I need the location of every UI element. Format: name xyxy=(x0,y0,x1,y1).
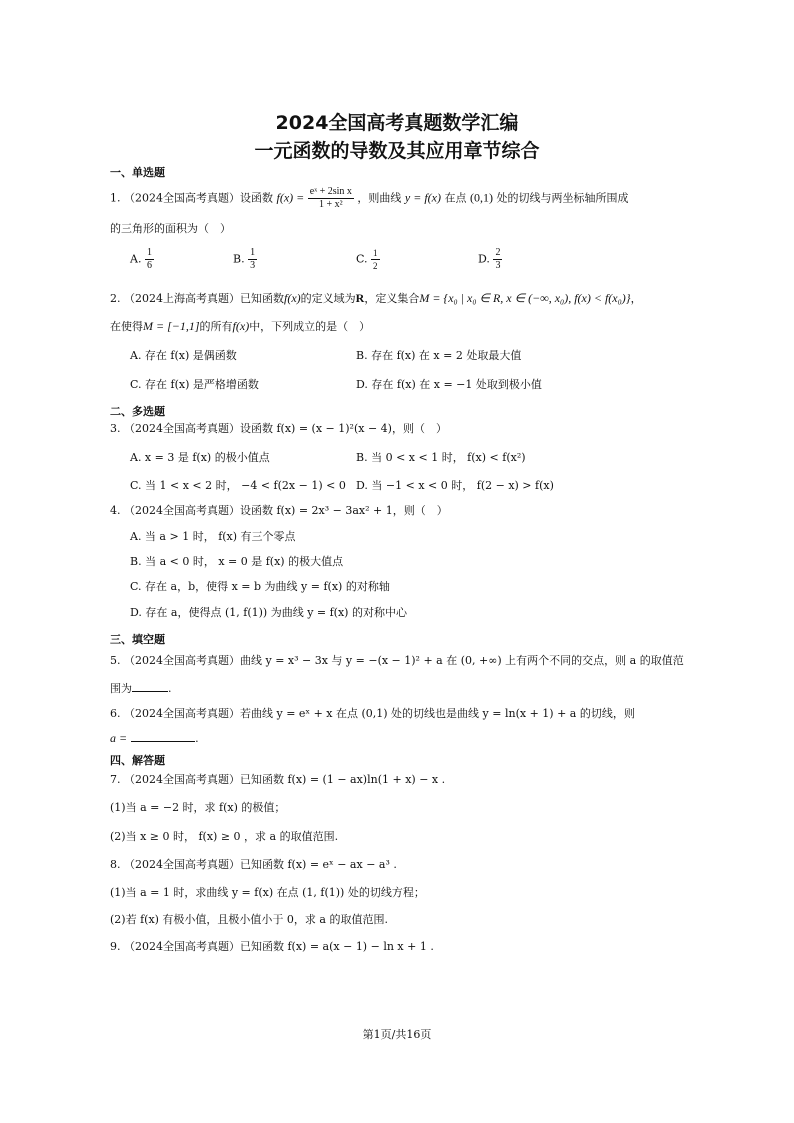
q1-option-d-den: 3 xyxy=(495,260,501,271)
q1-option-c-fraction xyxy=(371,247,380,272)
page-title: 2024全国高考真题数学汇编 xyxy=(275,112,519,134)
q2-text-a: 2. （2024上海高考真题）已知函数 xyxy=(110,292,284,305)
q1-text-a: 1. （2024全国高考真题）设函数 xyxy=(110,191,273,205)
question-7-part-1: (1)当 a = −2 时，求 f(x) 的极值； xyxy=(110,801,286,814)
q1-option-d-label: D. xyxy=(478,252,490,266)
q1-option-d xyxy=(478,247,502,272)
q1-function: f(x) = xyxy=(276,190,305,205)
question-5-line2 xyxy=(110,680,172,696)
q2-set-definition: M = {x₀ | x₀ ∈ R, x ∈ (−∞, x₀), f(x) < f(x₀)} xyxy=(419,291,631,305)
q1-option-b-label: B. xyxy=(233,252,245,266)
page-subtitle: 一元函数的导数及其应用章节综合 xyxy=(254,140,540,162)
q1-point: (0,1) xyxy=(469,190,493,205)
q2-line2-b: 的所有 xyxy=(199,320,233,333)
q2-function: f(x) xyxy=(284,291,301,305)
question-9-stem: 9. （2024全国高考真题）已知函数 f(x) = a(x − 1) − ln x + 1 . xyxy=(110,940,434,953)
question-1-stem xyxy=(110,186,628,211)
q5-line2-period: . xyxy=(168,682,172,695)
q5-answer-blank xyxy=(132,690,168,692)
q1-option-a xyxy=(130,247,154,272)
section-heading-multi-choice: 二、多选题 xyxy=(110,405,165,418)
q3-option-d: D. 当 −1 < x < 0 时， f(2 − x) > f(x) xyxy=(356,479,554,492)
q1-numerator: eˣ + 2sin x xyxy=(309,186,352,197)
question-5-line1: 5. （2024全国高考真题）曲线 y = x³ − 3x 与 y = −(x − 1)² + a 在 (0, +∞) 上有两个不同的交点，则 a 的取值范 xyxy=(110,654,684,667)
q6-line2-period: . xyxy=(195,732,199,745)
q1-option-b-den: 3 xyxy=(250,260,256,271)
q2-option-d: D. 存在 f(x) 在 x = −1 处取到极小值 xyxy=(356,378,542,391)
question-6-line1: 6. （2024全国高考真题）若曲线 y = eˣ + x 在点 (0,1) 处的切线也是曲线 y = ln(x + 1) + a 的切线，则 xyxy=(110,707,635,720)
q4-option-d: D. 存在 a，使得点 (1, f(1)) 为曲线 y = f(x) 的对称中心 xyxy=(130,606,407,619)
q2-line2-c: 中，下列成立的是（ ） xyxy=(249,320,371,333)
q1-option-a-num: 1 xyxy=(146,247,152,258)
q2-line2-set: M = [−1,1] xyxy=(143,319,200,333)
q1-option-d-fraction xyxy=(493,247,502,272)
q1-denominator: 1 + x² xyxy=(319,199,343,210)
q2-line2-a: 在使得 xyxy=(110,320,143,333)
q2-option-c: C. 存在 f(x) 是严格增函数 xyxy=(130,378,259,391)
q1-option-d-num: 2 xyxy=(495,247,501,258)
question-2-line2 xyxy=(110,318,370,334)
q2-text-b: 的定义域为 xyxy=(300,292,356,305)
q1-option-c-num: 1 xyxy=(373,248,378,258)
q1-option-c-den: 2 xyxy=(373,261,378,271)
q1-option-a-label: A. xyxy=(130,252,142,266)
question-8-part-2: (2)若 f(x) 有极小值，且极小值小于 0，求 a 的取值范围. xyxy=(110,913,388,926)
question-8-stem: 8. （2024全国高考真题）已知函数 f(x) = eˣ − ax − a³ . xyxy=(110,858,397,871)
q1-text-b: ，则曲线 xyxy=(357,191,402,205)
q2-real-set: R xyxy=(355,291,365,305)
q1-option-c-label: C. xyxy=(356,252,368,266)
q2-option-b: B. 存在 f(x) 在 x = 2 处取最大值 xyxy=(356,349,522,362)
q1-text-f: 处的切线与两坐标轴所围成 xyxy=(496,191,629,205)
question-2-stem xyxy=(110,290,642,306)
question-7-stem: 7. （2024全国高考真题）已知函数 f(x) = (1 − ax)ln(1 + x) − x . xyxy=(110,773,446,786)
q1-fraction xyxy=(308,186,354,211)
q1-option-b xyxy=(233,247,257,272)
q1-curve: y = f(x) xyxy=(404,190,441,205)
q4-option-c: C. 存在 a，b，使得 x = b 为曲线 y = f(x) 的对称轴 xyxy=(130,580,390,593)
section-heading-solution: 四、解答题 xyxy=(110,754,165,767)
q1-option-a-den: 6 xyxy=(146,260,152,271)
q2-text-d: ， xyxy=(630,292,642,305)
q3-option-a: A. x = 3 是 f(x) 的极小值点 xyxy=(130,451,270,464)
question-1-line2: 的三角形的面积为（ ） xyxy=(110,222,231,235)
q1-option-b-fraction xyxy=(248,247,257,272)
page-number: 第1页/共16页 xyxy=(362,1028,432,1041)
section-heading-fill-blank: 三、填空题 xyxy=(110,633,165,646)
question-6-line2 xyxy=(110,731,199,746)
q2-text-c: ，定义集合 xyxy=(364,292,420,305)
section-heading-single-choice: 一、单选题 xyxy=(110,166,165,179)
q1-option-a-fraction xyxy=(145,247,154,272)
question-8-part-1: (1)当 a = 1 时，求曲线 y = f(x) 在点 (1, f(1)) 处的切线方程； xyxy=(110,886,425,899)
question-7-part-2: (2)当 x ≥ 0 时， f(x) ≥ 0 ，求 a 的取值范围. xyxy=(110,830,339,843)
q4-option-b: B. 当 a < 0 时， x = 0 是 f(x) 的极大值点 xyxy=(130,555,344,568)
question-4-stem: 4. （2024全国高考真题）设函数 f(x) = 2x³ − 3ax² + 1，则（ ） xyxy=(110,504,448,517)
q3-option-b: B. 当 0 < x < 1 时， f(x) < f(x²) xyxy=(356,451,526,464)
q2-option-a: A. 存在 f(x) 是偶函数 xyxy=(130,349,237,362)
q3-option-c: C. 当 1 < x < 2 时， −4 < f(2x − 1) < 0 xyxy=(130,479,346,492)
q4-option-a: A. 当 a > 1 时， f(x) 有三个零点 xyxy=(130,530,296,543)
q1-option-c xyxy=(356,247,380,272)
q1-text-d: 在点 xyxy=(444,191,467,205)
q6-variable: a = xyxy=(110,731,128,745)
question-3-stem: 3. （2024全国高考真题）设函数 f(x) = (x − 1)²(x − 4)，则（ ） xyxy=(110,422,447,435)
q6-answer-blank xyxy=(131,740,195,742)
q1-option-b-num: 1 xyxy=(250,247,256,258)
q2-line2-function: f(x) xyxy=(232,319,250,333)
q5-line2-prefix: 围为 xyxy=(110,682,132,695)
